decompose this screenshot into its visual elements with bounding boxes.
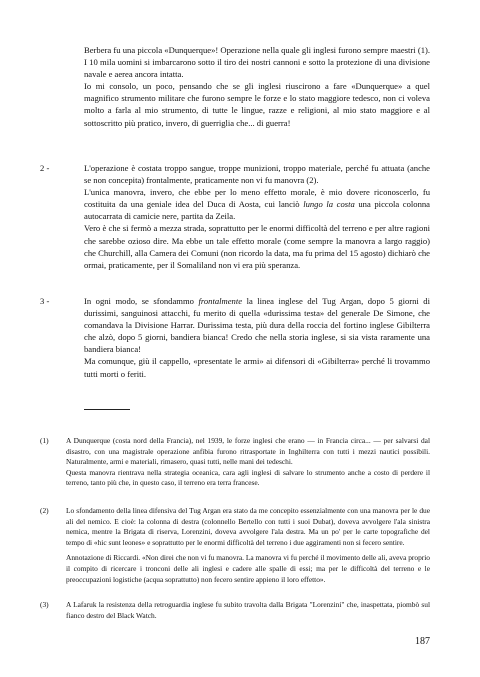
footnote-separator [84, 409, 130, 410]
intro-paragraph-2: Io mi consolo, un poco, pensando che se gli inglesi riuscirono a fare «Dunquerque» a quel magnifico strumento militare che furono sempre le forze e lo stato maggiore tedesco, non ci voleva molto a farla al mio strumento, di tutte le lingue, razze e religioni, al mio stato maggiore e al sottoscritto più pratico, invero, di guerriglia che... di guerra! [84, 81, 430, 128]
section-2-paragraph-2: L'unica manovra, invero, che ebbe per lo meno effetto morale, è mio dovere riconoscerlo, fu costituita da una geniale idea del Duca di Aosta, cui lanciò lungo la costa una piccola colonna autocarrata di camicie nere, partita da Zeila. [84, 187, 430, 222]
footnote-3 [66, 600, 430, 621]
intro-paragraph-1: Berbera fu una piccola «Dunquerque»! Operazione nella quale gli inglesi furono sempre maestri (1). I 10 mila uomini si imbarcarono sotto il tiro dei nostri cannoni e sotto la protezione di una divisione navale e aerea ancora intatta. [84, 45, 430, 80]
section-2-paragraph-1: L'operazione è costata troppo sangue, troppe munizioni, troppo materiale, perché fu attuata (anche se non concepita) frontalmente, praticamente non vi fu manovra (2). [84, 163, 430, 186]
footnote-3-paragraph-1: A Lafaruk la resistenza della retroguardia inglese fu subito travolta dalla Brigata "Lorenzini" che, inaspettata, piombò sul fianco destro del Black Watch. [66, 600, 430, 620]
page-number: 187 [415, 636, 430, 647]
intro-block [84, 44, 430, 129]
footnote-1-mark: (1) [40, 436, 49, 445]
footnote-2-paragraph-1: Lo sfondamento della linea difensiva del Tug Argan era stato da me concepito essenzialmente con una manovra per le due ali del nemico. E cioè: la colonna di destra (colonnello Bertello con tutti i suoi Dubat), doveva avvolgere l'ala sinistra nemica, mentre la Brigata di riserva, Lorenzini, doveva avvolgere l'ala destra. Ma un po' per le carte topografiche del tempo di «hic sunt leones» e soprattutto per le enormi difficoltà del terreno i due aggiramenti non si fecero sentire. [66, 506, 430, 547]
section-3-block [84, 295, 430, 380]
footnote-1-paragraph-1: A Dunquerque (costa nord della Francia), nel 1939, le forze inglesi che erano — in Francia circa... — per salvarsi dal disastro, con una magistrale operazione anfibia furono ritrasportate in Inghilterra con tutti i mezzi nautici possibili. Naturalmente, armi e materiali, rimasero, quasi tutti, nelle mani dei tedeschi. [66, 436, 430, 467]
footnote-1 [66, 436, 430, 489]
section-2-paragraph-3: Vero è che si fermò a mezza strada, soprattutto per le enormi difficoltà del terreno e per altre ragioni che sarebbe ozioso dire. Ma ebbe un tale effetto morale (come sempre la manovra a largo raggio) che Churchill, alla Camera dei Comuni (non ricordo la data, ma fu prima del 15 agosto) dichiarò che ormai, praticamente, per il Somaliland non vi era più speranza. [84, 223, 430, 270]
italic-frontalmente: frontalmente [198, 296, 243, 306]
footnote-1-paragraph-2: Questa manovra rientrava nella strategia oceanica, cara agli inglesi di salvare lo strumento anche a costo di perdere il terreno, tanto più che, in questo caso, il terreno era terra francese. [66, 467, 430, 488]
section-3-paragraph-1: In ogni modo, se sfondammo frontalmente la linea inglese del Tug Argan, dopo 5 giorni di durissimi, sanguinosi attacchi, fu merito di quella «durissima testa» del generale De Simone, che comandava la Divisione Harrar. Durissima testa, più dura della roccia del fortino inglese Gibilterra che alzò, dopo 5 giorni, bandiera bianca! Credo che nella storia inglese, si sia vista raramente una bandiera bianca! [84, 296, 430, 355]
footnote-2-paragraph-2: Annotazione di Riccardi. «Non direi che non vi fu manovra. La manovra vi fu perché il movimento delle ali, aveva proprio il compito di ricercare i tronconi delle ali inglesi e cadere alle spalle di essi; ma per le difficoltà del terreno e le preoccupazioni logistiche (acqua soprattutto) non fecero sentire appieno il loro effetto». [66, 553, 430, 584]
footnote-2 [66, 506, 430, 585]
section-3-number: 3 - [40, 296, 50, 306]
section-2-number: 2 - [40, 163, 50, 173]
italic-lungo-la-costa: lungo la costa [303, 199, 355, 210]
footnote-2-mark: (2) [40, 506, 49, 515]
section-3-paragraph-2: Ma comunque, giù il cappello, «presentate le armi» ai difensori di «Gibilterra» perché li trovammo tutti morti o feriti. [84, 356, 430, 379]
footnote-3-mark: (3) [40, 600, 49, 609]
section-2-block [84, 162, 430, 271]
